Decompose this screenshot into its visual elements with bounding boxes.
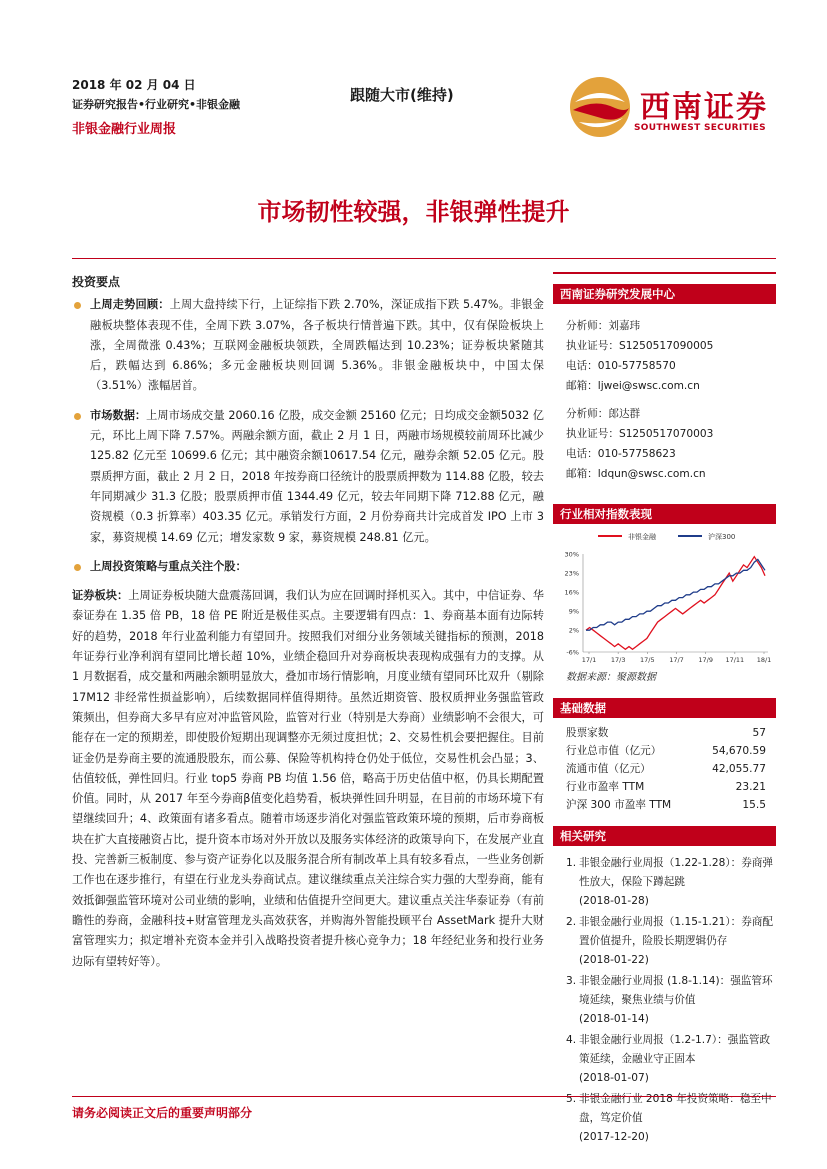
item-date: (2018-01-07) bbox=[579, 1072, 649, 1084]
bullet-label: 上周走势回顾： bbox=[90, 298, 170, 312]
analyst-name: 分析师：刘嘉玮 bbox=[566, 320, 641, 332]
report-type: 证券研究报告•行业研究•非银金融 bbox=[72, 98, 241, 111]
basic-data-row bbox=[553, 760, 776, 778]
y-tick-label: 9% bbox=[568, 607, 579, 616]
analyst-email[interactable]: 邮箱：ljwei@swsc.com.cn bbox=[566, 380, 700, 392]
related-research-item[interactable] bbox=[553, 913, 776, 970]
bullet-text: 上周市场成交量 2060.16 亿股，成交金额 25160 亿元；日均成交金额5032 亿元，环比上周下降 7.57%。两融余额方面，截止 2 月 1 日，两融市场规模较前周环比减少 125.82 亿元至 10699.6 亿元；其中融资余额10617.54 亿元，融券余额 52.05 亿元。股票质押方面，截止 2 月 2 日，2018 年按券商口径统计的股票质押数为 114.88 亿股，较去年同期减少 31.3 亿股；股票质押市值 1344.49 亿元，较去年同期下降 712.88 亿元，融资规模（0.3 折算率）403.35 亿元。承销发行方面，2 月份券商共计完成首发 IPO 上市 3 家，募资规模 14.69 亿元；增发家数 9 家，募资规模 248.81 亿元。 bbox=[90, 408, 544, 544]
chart-source: 数据来源：聚源数据 bbox=[566, 672, 656, 683]
item-title: 非银金融行业 2018 年投资策略：稳至中盘，笃定价值 bbox=[579, 1093, 772, 1124]
basic-data-row bbox=[553, 742, 776, 760]
bullet-strategy bbox=[72, 557, 544, 577]
item-number: 5. bbox=[566, 1093, 577, 1105]
logo-text-cn: 西南证券 bbox=[640, 90, 768, 125]
series-line bbox=[586, 557, 765, 650]
basic-data-table bbox=[553, 724, 776, 814]
item-title: 非银金融行业周报（1.22-1.28）：券商弹性放大，保险下蹲起跳 bbox=[579, 857, 774, 888]
bullet-label: 上周投资策略与重点关注个股： bbox=[90, 559, 247, 573]
section-heading: 投资要点 bbox=[72, 275, 121, 289]
item-title: 非银金融行业周报 (1.8-1.14)：强监管环境延续，聚焦业绩与价值 bbox=[579, 975, 773, 1006]
analyst-cert: 执业证号：S1250517090005 bbox=[566, 340, 714, 352]
y-tick-label: 30% bbox=[564, 550, 579, 559]
x-tick-label: 17/11 bbox=[725, 656, 745, 664]
footer-disclaimer: 请务必阅读正文后的重要声明部分 bbox=[72, 1106, 253, 1120]
title-divider bbox=[72, 258, 776, 259]
series-line bbox=[586, 559, 765, 630]
item-date: (2018-01-28) bbox=[579, 895, 649, 907]
analyst-name: 分析师：郎达群 bbox=[566, 408, 641, 420]
chart-section-title: 行业相对指数表现 bbox=[553, 504, 776, 524]
item-number: 1. bbox=[566, 857, 577, 869]
basic-data-value: 23.21 bbox=[735, 781, 766, 793]
y-tick-label: 16% bbox=[564, 588, 579, 597]
footer-divider bbox=[72, 1096, 776, 1097]
logo-text-en: SOUTHWEST SECURITIES bbox=[634, 123, 766, 133]
item-title: 非银金融行业周报（1.15-1.21）：券商配置价值提升，险股长期逻辑仍存 bbox=[579, 916, 774, 947]
basic-data-value: 15.5 bbox=[742, 799, 766, 811]
x-tick-label: 17/7 bbox=[669, 656, 684, 664]
item-date: (2018-01-22) bbox=[579, 954, 649, 966]
basic-data-value: 54,670.59 bbox=[712, 745, 766, 757]
x-tick-label: 18/1 bbox=[756, 656, 772, 664]
report-subtitle: 非银金融行业周报 bbox=[72, 122, 177, 137]
related-research-item[interactable] bbox=[553, 1031, 776, 1088]
rating: 跟随大市(维持) bbox=[350, 86, 454, 104]
logo-emblem-icon bbox=[565, 72, 635, 142]
item-number: 2. bbox=[566, 916, 577, 928]
related-research-item[interactable] bbox=[553, 1090, 776, 1147]
bullet-market-review bbox=[72, 295, 544, 396]
analyst-cert: 执业证号：S1250517070003 bbox=[566, 428, 714, 440]
paragraph-label: 证券板块： bbox=[72, 589, 129, 603]
basic-data-key: 行业总市值（亿元） bbox=[566, 745, 662, 757]
related-research-list bbox=[553, 854, 776, 1147]
paragraph-text: 上周证券板块随大盘震荡回调，我们认为应在回调时择机买入。其中，中信证券、华泰证券在 1.35 倍 PB，18 倍 PE 附近是极佳买点。主要逻辑有四点：1、券商基本面有边际转好的趋势，2018 年行业盈利能力有望回升。按照我们对细分业务领域关键指标的预测，2018 年证券行业净利润有望同比增长超 10%，业绩企稳回升对券商板块表现构成强有力的支撑。从 1 月数据看，成交量和两融余额明显放大，叠加市场行情影响，月度业绩有望同环比双升（剔除 17M12 非经常性损益影响），后续数据同样值得期待。虽然近期资管、股权质押业务强监管政策频出，但券商大多早有应对冲监管风险，监管对行业（特别是大券商）业绩影响不会很大，可能存在一定的预期差，即使股价短期出现调整亦无须过度担忧；2、交易性机会要把握住。目前证金仍是券商主要的流通股股东，而公募、保险等机构持仓仍处于低位，交易性机会凸显；3、估值较低，弹性回归。行业 top5 券商 PB 均值 1.56 倍，略高于历史估值中枢，仍具长期配置价值。同时，从 2017 年至今券商β值变化趋势看，板块弹性回升明显，在目前的市场环境下有望继续回升；4、政策面有诸多看点。随着市场逐步消化对强监管政策环境的预期，后市券商板块在扩大直接融资占比，提升资本市场对外开放以及服务实体经济的政策导向下，在发展产业直投、完善新三板制度、参与资产证券化以及服务混合所有制改革上具有较多看点，一些业务创新工作也在逐步推行，有望在行业龙头券商试点。建议继续重点关注综合实力强的大型券商，能有效抵御强监管环境对公司业绩的影响，业绩和估值提升空间更大。建议重点关注华泰证券（有前瞻性的券商，金融科技+财富管理龙头高效获客，并购海外智能投顾平台 AssetMark 提升大财富管理实力；拟定增补充资本金并引入战略投资者提升核心竞争力；18 年经纪业务和投行业务边际有望转好等）。 bbox=[72, 589, 544, 968]
basic-data-key: 股票家数 bbox=[566, 727, 609, 739]
x-tick-label: 17/9 bbox=[698, 656, 713, 664]
basic-data-row bbox=[553, 796, 776, 814]
page-title: 市场韧性较强，非银弹性提升 bbox=[257, 198, 570, 226]
item-date: (2018-01-14) bbox=[579, 1013, 649, 1025]
basic-data-title: 基础数据 bbox=[553, 698, 776, 718]
y-tick-label: 23% bbox=[564, 569, 579, 578]
y-tick-label: 2% bbox=[568, 626, 579, 635]
x-tick-label: 17/5 bbox=[640, 656, 655, 664]
analyst-email[interactable]: 邮箱：ldqun@swsc.com.cn bbox=[566, 468, 706, 480]
basic-data-key: 沪深 300 市盈率 TTM bbox=[566, 799, 672, 811]
related-research-item[interactable] bbox=[553, 854, 776, 911]
relative-index-chart bbox=[553, 524, 776, 674]
related-research-title: 相关研究 bbox=[553, 826, 776, 846]
basic-data-row bbox=[553, 778, 776, 796]
analyst-phone: 电话：010-57758623 bbox=[566, 448, 676, 460]
legend-label: 非银金融 bbox=[628, 533, 656, 541]
bullet-market-data bbox=[72, 406, 544, 548]
sidebar bbox=[553, 272, 776, 1149]
y-tick-label: -6% bbox=[566, 648, 579, 657]
securities-sector-paragraph bbox=[72, 586, 544, 972]
item-number: 4. bbox=[566, 1034, 577, 1046]
chart-svg bbox=[553, 524, 776, 664]
related-research-item[interactable] bbox=[553, 972, 776, 1029]
basic-data-row bbox=[553, 724, 776, 742]
x-tick-label: 17/1 bbox=[581, 656, 597, 664]
bullet-text: 上周大盘持续下行，上证综指下跌 2.70%，深证成指下跌 5.47%。非银金融板块整体表现不佳，全周下跌 3.07%，各子板块行情普遍下跌。其中，仅有保险板块上涨，全周微涨 0.43%；互联网金融板块领跌，全周跌幅达到 10.23%；证券板块紧随其后，跌幅达到 6.86%；多元金融板块则回调 5.36%。非银金融板块中，中国太保（3.51%）涨幅居首。 bbox=[90, 298, 544, 393]
report-date: 2018 年 02 月 04 日 bbox=[72, 78, 196, 92]
sidebar-top-rule bbox=[553, 272, 776, 274]
investment-highlights bbox=[72, 272, 544, 972]
item-number: 3. bbox=[566, 975, 577, 987]
research-center-title: 西南证券研究发展中心 bbox=[553, 284, 776, 304]
basic-data-key: 流通市值（亿元） bbox=[566, 763, 651, 775]
basic-data-key: 行业市盈率 TTM bbox=[566, 781, 645, 793]
x-tick-label: 17/3 bbox=[610, 656, 626, 664]
basic-data-value: 42,055.77 bbox=[712, 763, 766, 775]
legend-label: 沪深300 bbox=[708, 533, 736, 541]
bullet-label: 市场数据： bbox=[90, 408, 147, 422]
basic-data-value: 57 bbox=[752, 727, 766, 739]
analyst-phone: 电话：010-57758570 bbox=[566, 360, 676, 372]
item-date: (2017-12-20) bbox=[579, 1131, 649, 1143]
item-title: 非银金融行业周报（1.2-1.7）：强监管政策延续，金融业守正固本 bbox=[579, 1034, 771, 1065]
